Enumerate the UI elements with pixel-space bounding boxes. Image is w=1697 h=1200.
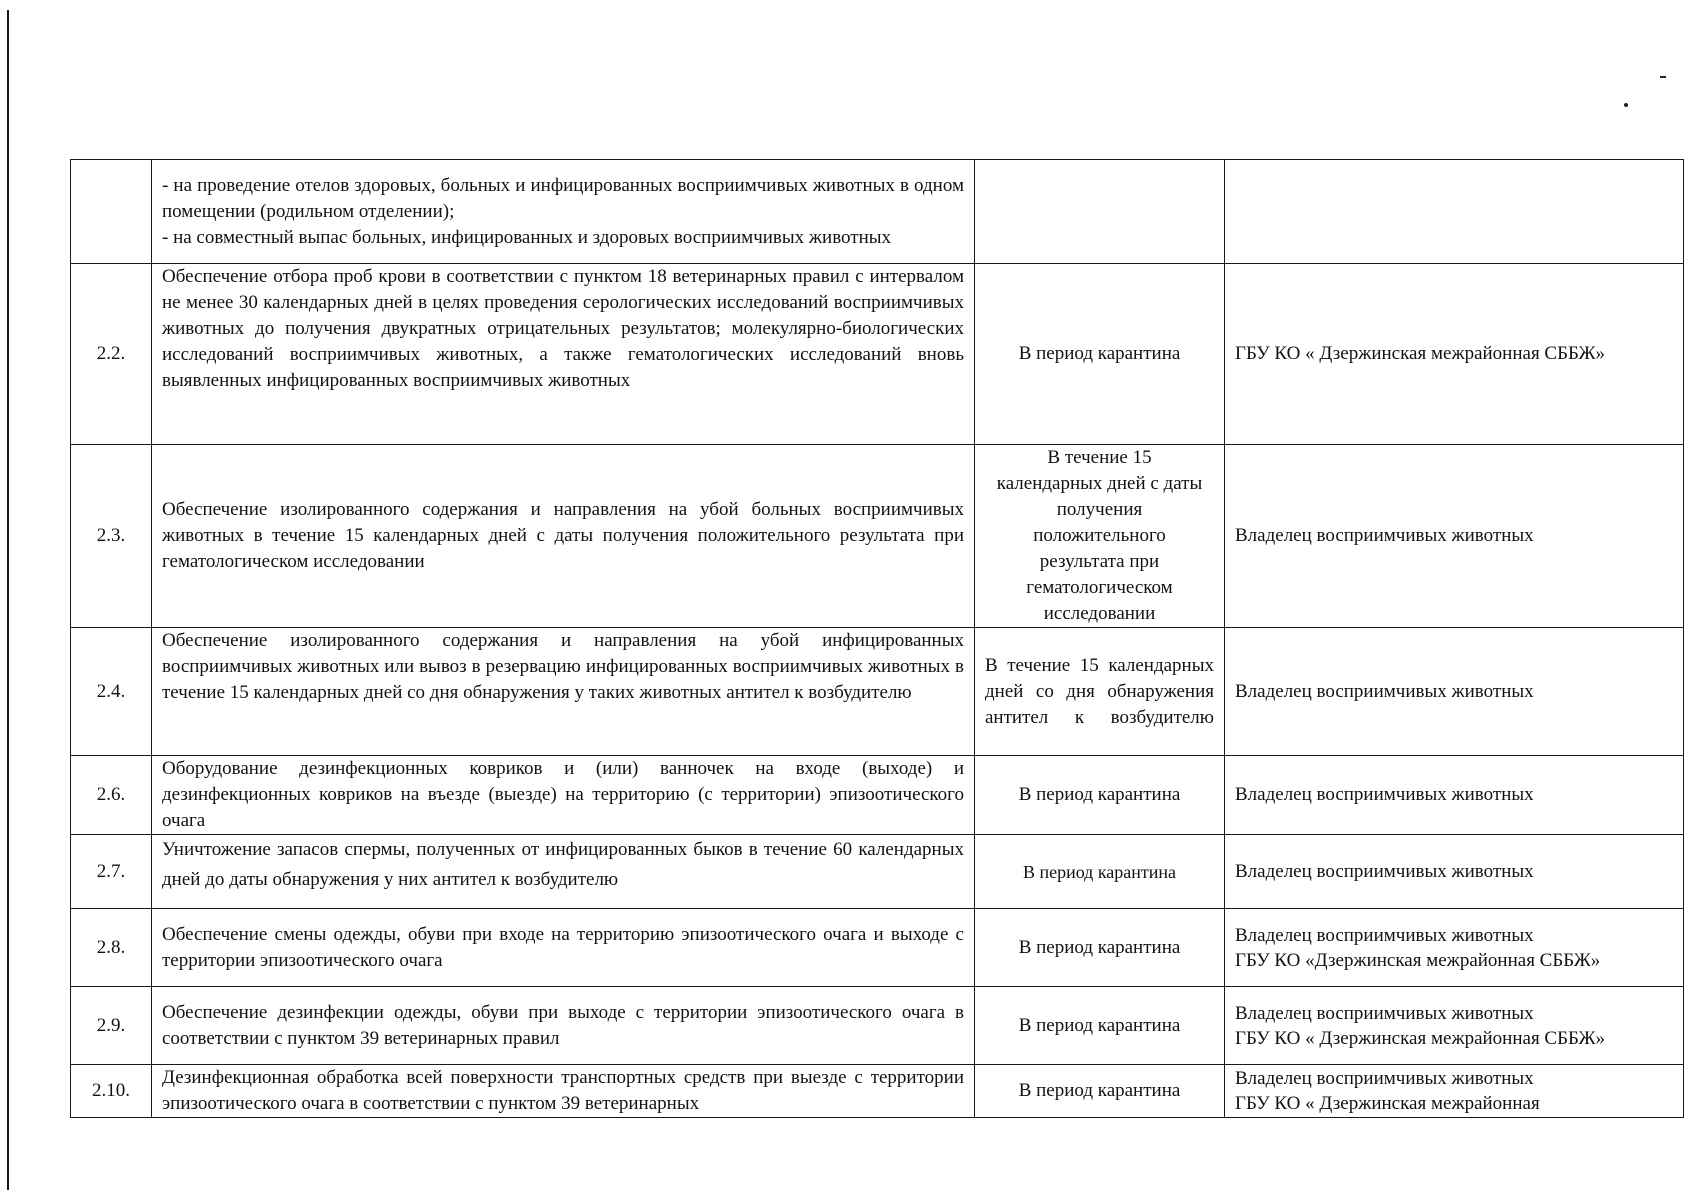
row-number: 2.10. — [71, 1065, 152, 1118]
scan-speck — [1660, 76, 1666, 78]
row-number: 2.2. — [71, 264, 152, 445]
row-description: Обеспечение отбора проб крови в соответствии с пунктом 18 ветеринарных правил с интервалом не менее 30 календарных дней в целях проведения серологических исследований восприимчивых животных до получения двукратных отрицательных результатов; молекулярно-биологических исследований восприимчивых животных, а также гематологических исследований вновь выявленных инфицированных восприимчивых животных — [152, 264, 975, 445]
responsible-line: Владелец восприимчивых животных — [1235, 680, 1534, 702]
table-row — [71, 628, 1684, 756]
row-description: Обеспечение дезинфекции одежды, обуви при выходе с территории эпизоотического очага в соответствии с пунктом 39 ветеринарных правил — [152, 987, 975, 1065]
row-number: 2.8. — [71, 909, 152, 987]
row-description — [152, 160, 975, 264]
scan-speck — [1624, 103, 1628, 107]
row-description: Дезинфекционная обработка всей поверхности транспортных средств при выезде с территории эпизоотического очага в соответствии с пунктом 39 ветеринарных — [152, 1065, 975, 1118]
table-row — [71, 264, 1684, 445]
table-row — [71, 756, 1684, 835]
table-row — [71, 909, 1684, 987]
row-period: В течение 15 календарных дней с даты получения положительного результата при гематологическом исследовании — [975, 445, 1225, 628]
row-responsible — [1225, 445, 1684, 628]
responsible-line: ГБУ КО « Дзержинская межрайонная СББЖ» — [1235, 1027, 1605, 1049]
row-number — [71, 160, 152, 264]
row-period: В период карантина — [975, 1065, 1225, 1118]
responsible-line: ГБУ КО « Дзержинская межрайонная СББЖ» — [1235, 343, 1605, 364]
row-period: В период карантина — [975, 909, 1225, 987]
description-line: - на проведение отелов здоровых, больных и инфицированных восприимчивых животных в одном помещении (родильном отделении); — [162, 174, 964, 222]
row-description: Обеспечение изолированного содержания и направления на убой инфицированных восприимчивых животных или вывоз в резервацию инфицированных восприимчивых животных в течение 15 календарных дней со дня обнаружения у таких животных антител к возбудителю — [152, 628, 975, 756]
row-responsible — [1225, 909, 1684, 987]
responsible-line: ГБУ КО «Дзержинская межрайонная СББЖ» — [1235, 949, 1601, 971]
responsible-line: ГБУ КО « Дзержинская межрайонная — [1235, 1093, 1540, 1114]
row-number: 2.4. — [71, 628, 152, 756]
table-row — [71, 987, 1684, 1065]
row-period: В течение 15 календарных дней со дня обнаружения антител к возбудителю — [975, 628, 1225, 756]
row-description: Обеспечение изолированного содержания и направления на убой больных восприимчивых животных в течение 15 календарных дней с даты получения положительного результата при гематологическом исследовании — [152, 445, 975, 628]
row-responsible — [1225, 264, 1684, 445]
description-line: - на совместный выпас больных, инфицированных и здоровых восприимчивых животных — [162, 226, 892, 248]
row-description: Уничтожение запасов спермы, полученных от инфицированных быков в течение 60 календарных дней до даты обнаружения у них антител к возбудителю — [152, 835, 975, 909]
row-description: Обеспечение смены одежды, обуви при входе на территорию эпизоотического очага и выходе с территории эпизоотического очага — [152, 909, 975, 987]
responsible-line: Владелец восприимчивых животных — [1235, 784, 1534, 805]
row-period: В период карантина — [975, 835, 1225, 909]
responsible-line: Владелец восприимчивых животных — [1235, 1068, 1534, 1089]
row-responsible — [1225, 756, 1684, 835]
row-responsible — [1225, 628, 1684, 756]
responsible-line: Владелец восприимчивых животных — [1235, 525, 1534, 546]
row-period: В период карантина — [975, 987, 1225, 1065]
table-row — [71, 835, 1684, 909]
row-responsible — [1225, 835, 1684, 909]
row-number: 2.7. — [71, 835, 152, 909]
row-responsible — [1225, 160, 1684, 264]
measures-table — [70, 159, 1684, 1118]
responsible-line: Владелец восприимчивых животных — [1235, 924, 1534, 946]
row-number: 2.9. — [71, 987, 152, 1065]
row-number: 2.3. — [71, 445, 152, 628]
row-responsible — [1225, 1065, 1684, 1118]
page-edge-line — [7, 10, 9, 1190]
row-description: Оборудование дезинфекционных ковриков и (или) ванночек на входе (выходе) и дезинфекционных ковриков на въезде (выезде) на территорию (с территории) эпизоотического очага — [152, 756, 975, 835]
row-responsible — [1225, 987, 1684, 1065]
responsible-line: Владелец восприимчивых животных — [1235, 860, 1534, 882]
row-period — [975, 160, 1225, 264]
table-row — [71, 1065, 1684, 1118]
row-period: В период карантина — [975, 756, 1225, 835]
row-number: 2.6. — [71, 756, 152, 835]
table-row — [71, 160, 1684, 264]
row-period: В период карантина — [975, 264, 1225, 445]
table-row — [71, 445, 1684, 628]
responsible-line: Владелец восприимчивых животных — [1235, 1002, 1534, 1024]
